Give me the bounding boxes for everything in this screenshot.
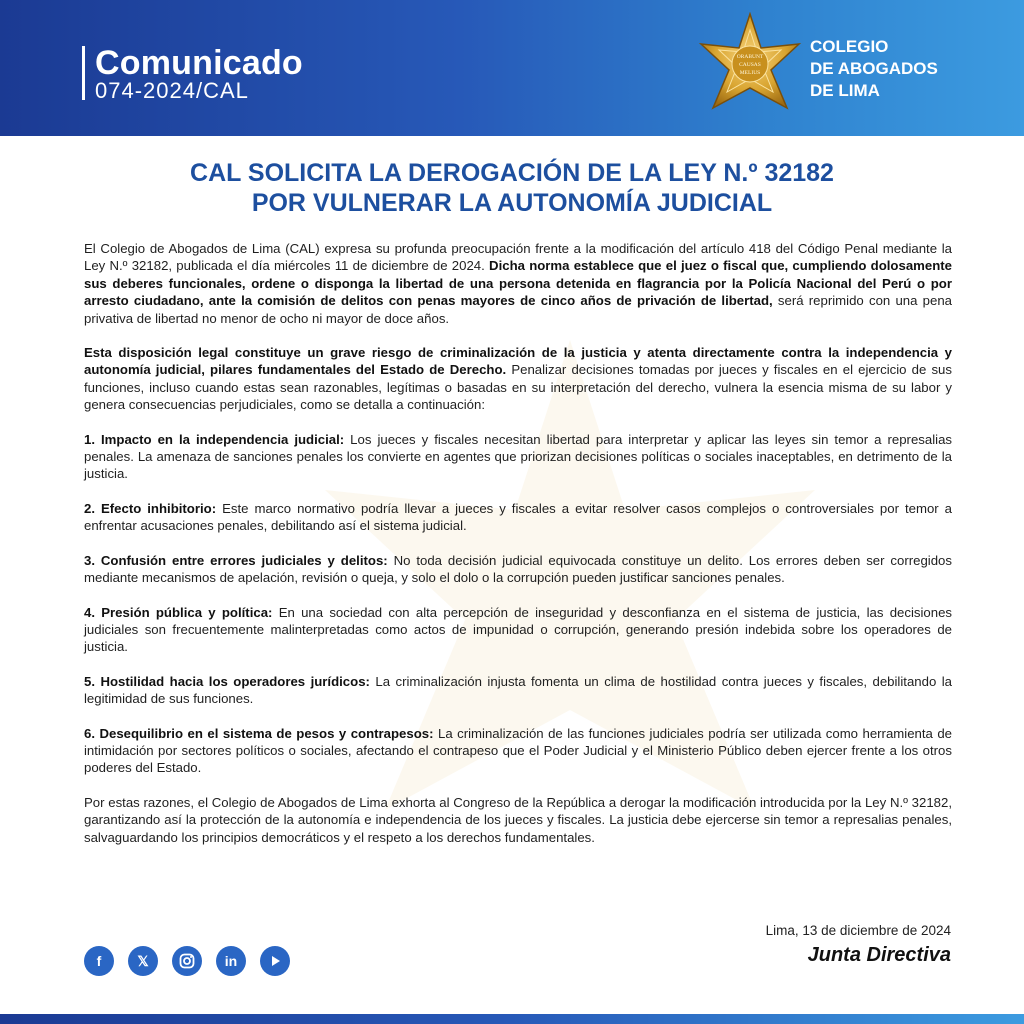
list-item: 4. Presión pública y política: En una sociedad con alta percepción de inseguridad y desconfianza en el sistema de justicia, las decisiones judiciales son frecuentemente malinterpretadas como actos de impunidad o corrupción, generando presión indebida sobre los operadores de justicia. xyxy=(84,604,953,655)
footer-bar xyxy=(0,1014,1024,1024)
org-line: DE LIMA xyxy=(810,81,880,100)
cal-star-logo xyxy=(695,12,805,124)
list-item: 2. Efecto inhibitorio: Este marco normativo podría llevar a jueces y fiscales a evitar resolver casos complejos o controversiales por temor a enfrentar acusaciones penales, debilitando así el sistema judicial. xyxy=(84,500,952,534)
linkedin-icon[interactable]: in xyxy=(216,946,246,976)
header-divider xyxy=(82,46,85,100)
paragraph: El Colegio de Abogados de Lima (CAL) expresa su profunda preocupación frente a la modificación del artículo 418 del Código Penal mediante la Ley N.º 32182, publicada el día miércoles 11 de diciembre de 2024. Dicha norma establece que el juez o fiscal que, cumpliendo dolosamente sus deberes funcionales, ordene o disponga la libertad de una persona detenida en flagrancia por la Policía Nacional del Perú o por arresto ciudadano, ante la comisión de delitos con penas mayores de cinco años de privación de libertad, será reprimido con una pena privativa de libertad no menor de ocho ni mayor de doce años. xyxy=(84,241,952,326)
communique-body xyxy=(84,240,952,863)
list-item: 1. Impacto en la independencia judicial: Los jueces y fiscales necesitan libertad para interpretar y aplicar las leyes sin temor a represalias penales. La amenaza de sanciones penales los convierte en agentes que priorizan decisiones políticas o sociales inaceptables, en detrimento de la justicia. xyxy=(84,431,952,482)
page-title xyxy=(80,158,944,218)
header-banner xyxy=(0,0,1024,136)
logo-motto-2: CAUSAS xyxy=(739,62,761,68)
organization-name xyxy=(810,36,938,102)
instagram-icon[interactable] xyxy=(172,946,202,976)
list-item: 3. Confusión entre errores judiciales y delitos: No toda decisión judicial equivocada constituye un delito. Los errores deben ser corregidos mediante mecanismos de apelación, revisión o queja, y solo el dolo o la corrupción pueden justificar sanciones penales. xyxy=(84,552,952,586)
communique-title: Comunicado xyxy=(95,44,303,82)
paragraph: Esta disposición legal constituye un grave riesgo de criminalización de la justicia y atenta directamente contra la independencia y autonomía judicial, pilares fundamentales del Estado de Derecho. Penalizar decisiones tomadas por jueces y fiscales en el ejercicio de sus funciones, incluso cuando estas sean razonables, legítimas o basadas en su interpretación del derecho, vulnera la esencia misma de su labor y genera consecuencias perjudiciales, como se detalla a continuación: xyxy=(84,345,952,413)
youtube-icon[interactable] xyxy=(260,946,290,976)
logo-motto-3: MELIUS xyxy=(739,70,761,76)
list-item: 6. Desequilibrio en el sistema de pesos y contrapesos: La criminalización de las funciones judiciales podría ser utilizada como herramienta de intimidación por sectores políticos o sociales, afectando el contrapeso que el Poder Judicial y el Ministerio Público deben ejercer frente a los otros poderes del Estado. xyxy=(84,725,953,776)
org-line: COLEGIO xyxy=(810,37,889,56)
communique-number: 074-2024/CAL xyxy=(95,78,249,103)
title-line: POR VULNERAR LA AUTONOMÍA JUDICIAL xyxy=(251,189,773,217)
paragraph: Por estas razones, el Colegio de Abogados de Lima exhorta al Congreso de la República a derogar la modificación introducida por la Ley N.º 32182, garantizando así la protección de la autonomía e independencia de los jueces y fiscales. La justicia debe ejercerse sin temor a represalias penales, salvaguardando los principios democráticos y el respeto a los derechos fundamentales. xyxy=(84,794,952,845)
org-line: DE ABOGADOS xyxy=(810,59,938,78)
social-links xyxy=(84,946,290,976)
logo-motto-1: ORABUNT xyxy=(736,54,764,60)
list-item: 5. Hostilidad hacia los operadores jurídicos: La criminalización injusta fomenta un clima de hostilidad contra jueces y fiscales, debilitando la legitimidad de sus funciones. xyxy=(84,673,952,707)
title-line: CAL SOLICITA LA DEROGACIÓN DE LA LEY N.º 32182 xyxy=(190,159,834,187)
signature: Junta Directiva xyxy=(807,944,951,966)
document-date: Lima, 13 de diciembre de 2024 xyxy=(765,923,951,938)
facebook-icon[interactable]: f xyxy=(84,946,114,976)
x-icon[interactable]: 𝕏 xyxy=(128,946,158,976)
